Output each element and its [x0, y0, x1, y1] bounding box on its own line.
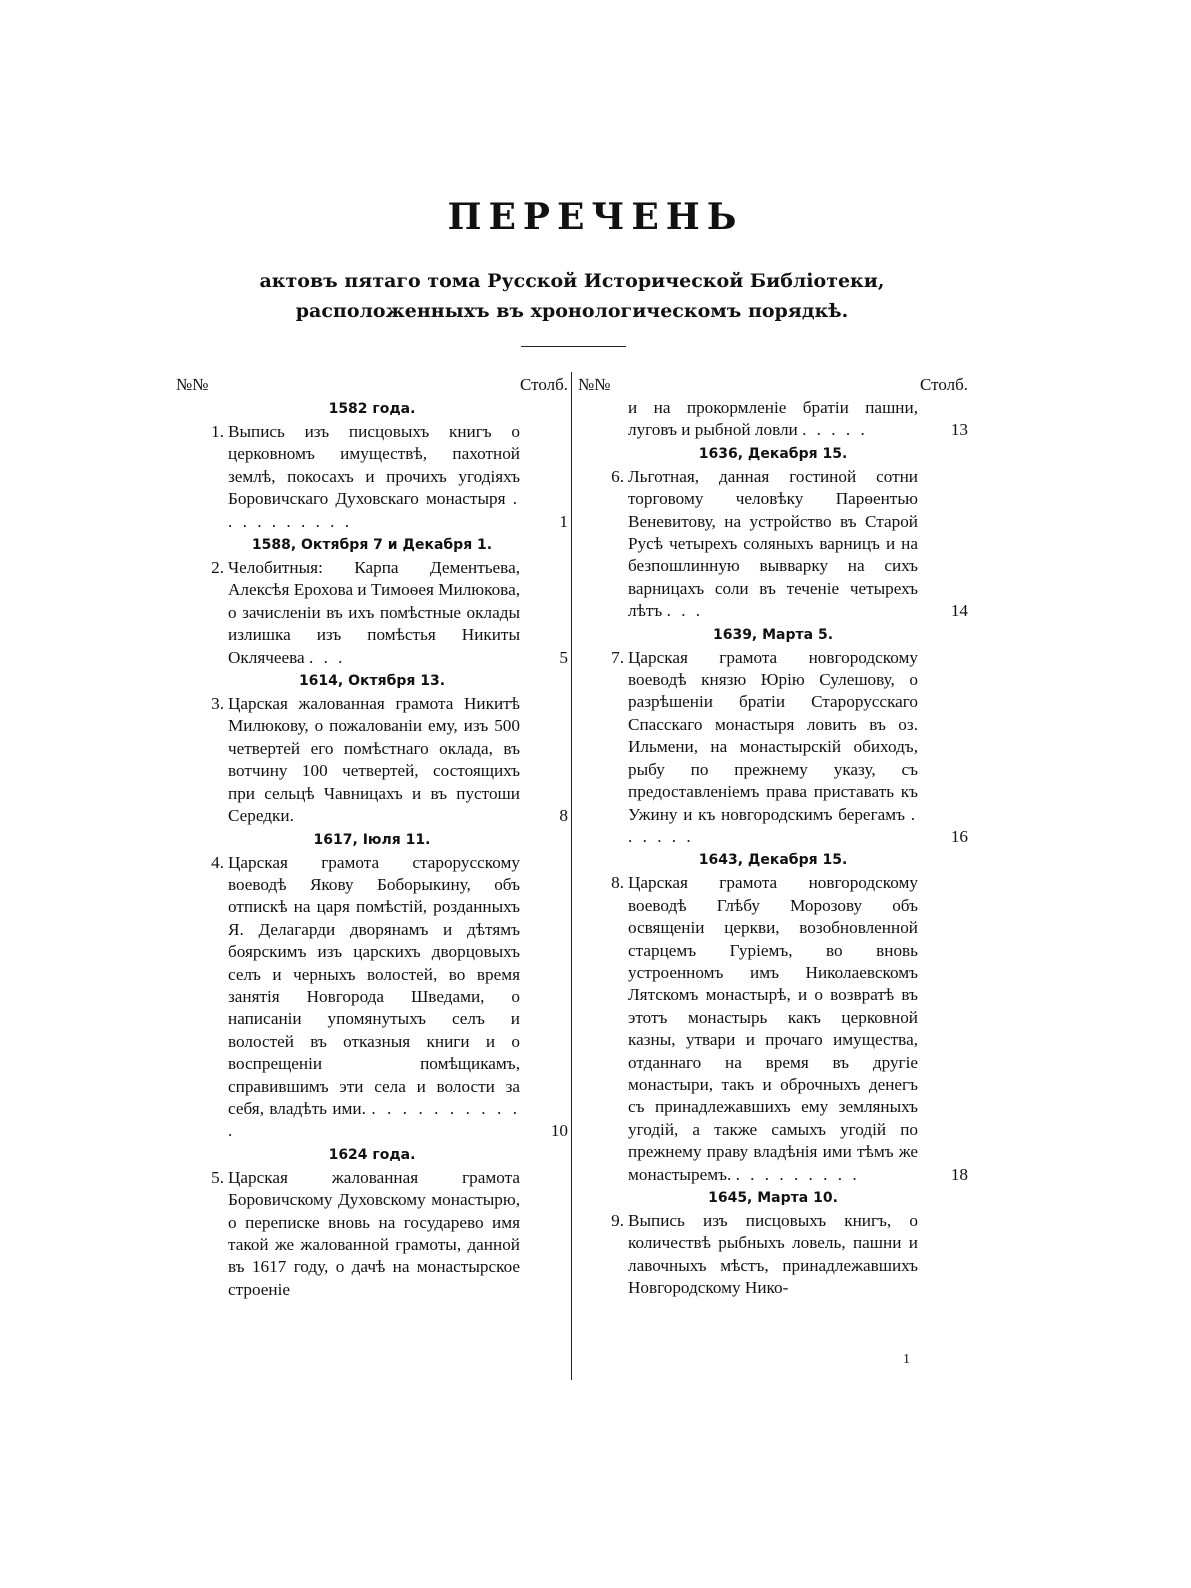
page-title: ПЕРЕЧЕНЬ — [447, 196, 744, 238]
num-header: №№ — [176, 375, 209, 394]
column-header — [578, 372, 968, 397]
entry-column-ref: 18 — [950, 1164, 968, 1184]
entry-text: Выпись изъ писцовыхъ книгъ о церковномъ имуществѣ, пахотной землѣ, покосахъ и прочихъ угодіяхъ Боровичскаго Духовскаго монастыря . . . . . . . . . . — [228, 422, 520, 531]
list-item — [578, 647, 968, 849]
entry-text: Льготная, данная гостиной сотни торговому человѣку Парѳентью Веневитову, на устройство въ Старой Русѣ четырехъ соляныхъ варницъ и на безпошлинную вывварку на сихъ варницахъ соли въ теченіе четырехъ лѣтъ . . . — [628, 466, 918, 621]
list-item — [176, 852, 568, 1143]
entry-year: 1639, Марта 5. — [712, 626, 834, 643]
entry-column-ref: 16 — [950, 826, 968, 846]
entry-text: Царская жалованная грамота Никитѣ Милюкову, о пожалованіи ему, изъ 500 четвертей его помѣстнаго оклада, въ вотчину 100 четвертей, состоящихъ при сельцѣ Чавницахъ и въ пустоши Середки. — [228, 694, 520, 826]
entry-year: 1624 года. — [328, 1146, 416, 1163]
left-column — [176, 372, 568, 1301]
list-item — [578, 1210, 968, 1300]
col-header: Столб. — [520, 375, 568, 394]
entry-text: Царская грамота новгородскому воеводѣ Глѣбу Морозову объ освященіи церкви, возобновленной старцемъ Гуріемъ, во вновь устроенномъ имъ Николаевскомъ Лятскомъ монастырѣ, и о возвратѣ въ этотъ монастырь какъ церковной казны, утвари и прочаго имущества, отданнаго на время въ другіе монастыри, такъ и оброчныхъ денегъ съ принадлежавшихъ ему земляныхъ угодій, а также самыхъ угодій по прежнему праву владѣнія ими тѣмъ же монастыремъ. . . . . . . . . . — [628, 873, 918, 1184]
num-header: №№ — [578, 375, 611, 394]
col-header: Столб. — [920, 375, 968, 394]
entry-number: 8. — [611, 873, 624, 893]
list-item — [578, 466, 968, 623]
entry-text: Выпись изъ писцовыхъ книгъ, о количествѣ рыбныхъ ловель, пашни и лавочныхъ мѣстъ, принадлежавшихъ Новгородскому Нико- — [628, 1211, 918, 1298]
entry-year: 1617, Іюля 11. — [313, 831, 431, 848]
entry-number: 1. — [211, 422, 224, 441]
page-number: 1 — [903, 1352, 910, 1367]
entry-text: и на прокормленіе братіи пашни, луговъ и рыбной ловли . . . . . — [628, 398, 918, 440]
list-item — [176, 557, 568, 669]
entry-column-ref: 1 — [559, 511, 568, 531]
entry-column-ref: 13 — [950, 420, 968, 440]
entry-column-ref: 10 — [550, 1121, 568, 1141]
title-rule — [521, 346, 626, 347]
entry-number: 9. — [611, 1211, 624, 1230]
entry-text: Царская жалованная грамота Боровичскому Духовскому монастырю, о переписке вновь на государево имя такой же жалованной грамоты, данной въ 1617 году, о дачѣ на монастырское строеніе — [228, 1167, 520, 1299]
list-item — [176, 1167, 568, 1301]
entry-year: 1645, Марта 10. — [708, 1190, 838, 1206]
entry-number: 4. — [211, 852, 224, 872]
list-item — [176, 693, 568, 827]
entry-text: Царская грамота новгородскому воеводѣ князю Юрію Сулешову, о разрѣшеніи братіи Старорусскаго Спасскаго монастыря ловить въ оз. Ильмени, на монастырскій обиходъ, рыбу по прежнему указу, съ предоставленіемъ права приставать къ Ужину и къ новгородскимъ берегамъ . . . . . . — [628, 647, 918, 846]
page-subtitle: актовъ пятаго тома Русской Исторической Библіотеки, расположенныхъ въ хронологическомъ порядкѣ. — [259, 270, 885, 322]
entry-number: 5. — [211, 1167, 224, 1187]
entry-year: 1643, Декабря 15. — [698, 852, 848, 869]
right-column — [578, 372, 968, 1300]
entry-column-ref: 8 — [559, 806, 568, 826]
entry-text: Царская грамота старорусскому воеводѣ Якову Боборыкину, объ отпискѣ на царя помѣстій, розданныхъ Я. Делагарди дворянамъ и дѣтямъ боярскимъ изъ царскихъ дворцовыхъ селъ и черныхъ волостей, во время занятія Новгорода Шведами, о написаніи упомянутыхъ селъ и волостей въ отказныя книги и о воспрещеніи помѣщикамъ, справившимъ эти села и волости за себя, владѣть ими. . . . . . . . . . . . — [228, 852, 521, 1141]
entry-year: 1582 года. — [328, 401, 416, 417]
entry-column-ref: 5 — [559, 647, 568, 667]
entry-number: 2. — [211, 558, 224, 578]
list-item — [578, 872, 968, 1186]
entry-number: 3. — [211, 694, 224, 714]
column-header — [176, 372, 568, 397]
entry-column-ref: 14 — [950, 601, 968, 621]
list-item — [176, 421, 568, 533]
entry-number: 6. — [611, 466, 624, 486]
entry-text: Челобитныя: Карпа Дементьева, Алексѣя Ерохова и Тимоѳея Милюкова, о зачисленіи въ ихъ помѣстные оклады излишка изъ помѣстья Никиты Оклячеева . . . — [228, 558, 520, 667]
entry-year: 1636, Декабря 15. — [698, 445, 848, 462]
list-item — [578, 397, 968, 442]
entry-number: 7. — [611, 647, 624, 667]
entry-year: 1588, Октября 7 и Декабря 1. — [251, 537, 493, 554]
entry-year: 1614, Октября 13. — [298, 673, 446, 690]
column-divider — [571, 372, 572, 1380]
